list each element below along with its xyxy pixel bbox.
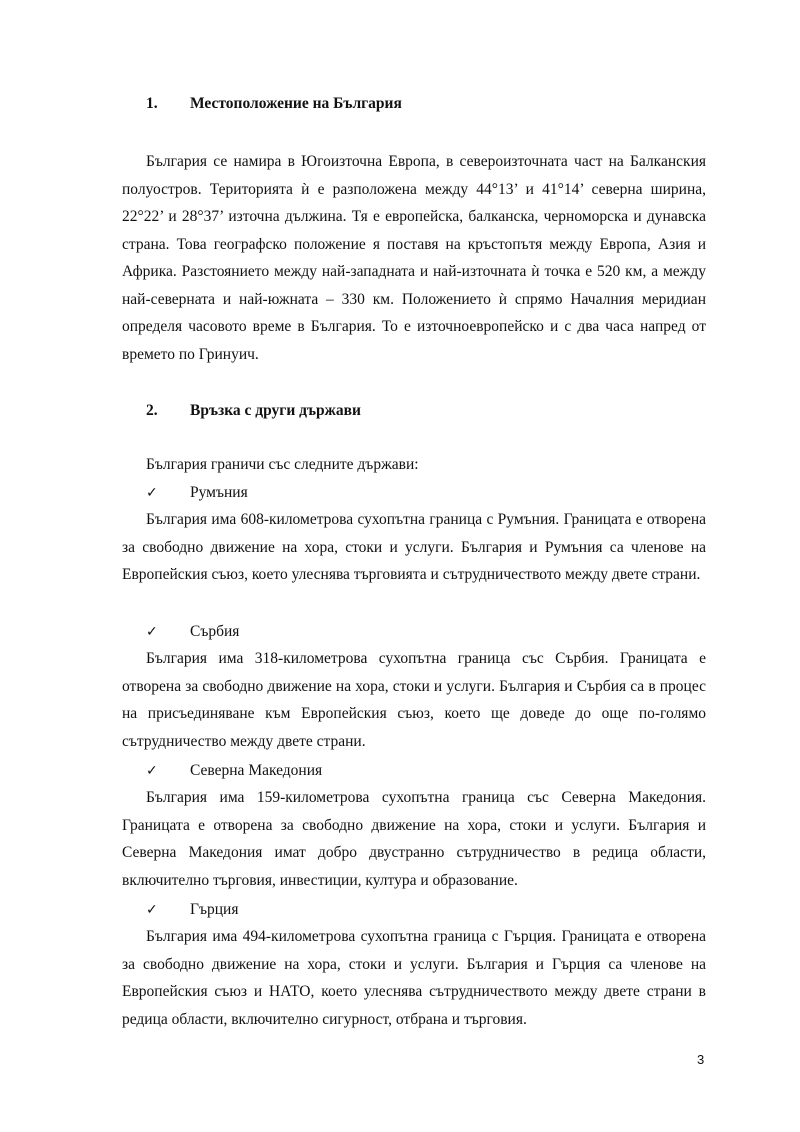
- section-1-number: 1.: [146, 95, 158, 112]
- section-2-title: Връзка с други държави: [190, 402, 361, 419]
- country-paragraph-serbia: България има 318-километрова сухопътна граница със Сърбия. Границата е отворена за свободно движение на хора, стоки и услуги. България и Сърбия са в процес на присъединяване към Европейския съюз, което ще доведе до още по-голямо сътрудничество между двете страни.: [122, 650, 706, 750]
- checkmark-icon: ✓: [146, 485, 158, 501]
- section-1-heading: [146, 95, 402, 113]
- checkmark-icon: ✓: [146, 902, 158, 918]
- section-1-paragraph: България се намира в Югоизточна Европа, в североизточната част на Балканския полуостров. Територията ѝ е разположена между 44°13’ и 41°14’ северна ширина, 22°22’ и 28°37’ източна дължина. Тя е европейска, балканска, черноморска и дунавска страна. Това географско положение я поставя на кръстопътя между Европа, Азия и Африка. Разстоянието между най-западната и най-източната ѝ точка е 520 км, а между най-северната и най-южната – 330 км. Положението ѝ спрямо Началния меридиан определя часовото време в България. То е източноевропейско и с два часа напред от времето по Гринуич.: [122, 153, 706, 363]
- country-bullet-greece: [146, 901, 238, 919]
- country-name: Северна Македония: [190, 762, 323, 779]
- section-2-number: 2.: [146, 402, 158, 419]
- country-paragraph-greece: България има 494-километрова сухопътна граница с Гърция. Границата е отворена за свободно движение на хора, стоки и услуги. България и Гърция са членове на Европейския съюз и НАТО, което улеснява сътрудничеството между двете страни в редица области, включително сигурност, отбрана и търговия.: [122, 928, 706, 1028]
- country-bullet-romania: [146, 484, 248, 502]
- page-number: 3: [697, 1052, 705, 1067]
- section-2-heading: [146, 402, 361, 420]
- country-paragraph-romania: България има 608-километрова сухопътна граница с Румъния. Границата е отворена за свободно движение на хора, стоки и услуги. България и Румъния са членове на Европейския съюз, което улеснява търговията и сътрудничеството между двете страни.: [122, 511, 706, 583]
- country-bullet-north-macedonia: [146, 762, 322, 780]
- country-name: Сърбия: [190, 623, 240, 640]
- section-2-intro: България граничи със следните държави:: [146, 456, 419, 473]
- country-paragraph-north-macedonia: България има 159-километрова сухопътна граница със Северна Македония. Границата е отворена за свободно движение на хора, стоки и услуги. България и Северна Македония имат добро двустранно сътрудничество в редица области, включително търговия, инвестиции, култура и образование.: [122, 789, 706, 889]
- country-name: Румъния: [190, 484, 248, 501]
- checkmark-icon: ✓: [146, 624, 158, 640]
- checkmark-icon: ✓: [146, 763, 158, 779]
- section-1-title: Местоположение на България: [190, 95, 402, 112]
- country-bullet-serbia: [146, 623, 239, 641]
- country-name: Гърция: [190, 901, 239, 918]
